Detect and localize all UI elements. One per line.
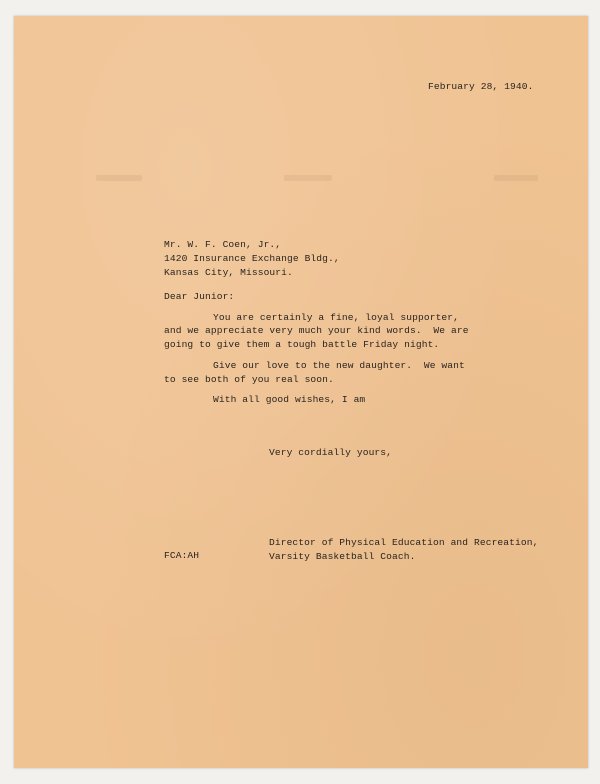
body-paragraph-2-line-1: Give our love to the new daughter. We want	[213, 360, 465, 371]
body-paragraph-3-line-1: With all good wishes, I am	[213, 394, 366, 405]
letter-date: February 28, 1940.	[428, 81, 534, 92]
recipient-city: Kansas City, Missouri.	[164, 267, 293, 278]
recipient-name: Mr. W. F. Coen, Jr.,	[164, 239, 282, 250]
body-paragraph-1-line-3: going to give them a tough battle Friday night.	[164, 339, 440, 350]
signature-title-1: Director of Physical Education and Recreation,	[269, 537, 539, 548]
reference-initials: FCA:AH	[164, 550, 200, 561]
ghost-mark-left	[96, 175, 142, 181]
signature-title-2: Varsity Basketball Coach.	[269, 551, 416, 562]
ghost-mark-center	[284, 175, 332, 181]
body-paragraph-1-line-1: You are certainly a fine, loyal supporter,	[213, 312, 460, 323]
body-paragraph-1-line-2: and we appreciate very much your kind words. We are	[164, 325, 469, 336]
recipient-address: 1420 Insurance Exchange Bldg.,	[164, 253, 340, 264]
letter-page	[14, 16, 588, 768]
closing: Very cordially yours,	[269, 447, 393, 458]
salutation: Dear Junior:	[164, 291, 235, 302]
body-paragraph-2-line-2: to see both of you real soon.	[164, 374, 334, 385]
ghost-mark-right	[494, 175, 538, 181]
